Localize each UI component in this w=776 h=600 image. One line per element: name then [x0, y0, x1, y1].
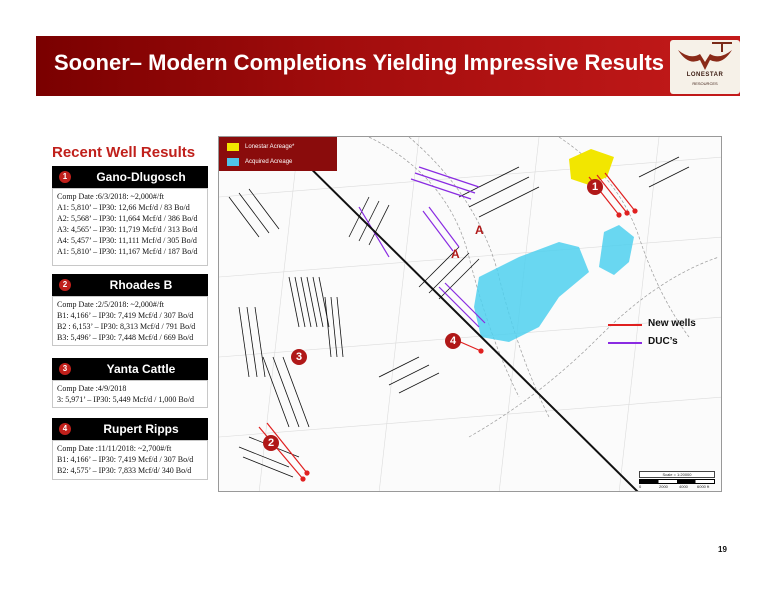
well-card-header-3 [52, 358, 208, 380]
well-card-body-4 [52, 440, 208, 480]
well-number-badge: 3 [59, 363, 71, 375]
well-result-line: Comp Date :6/3/2018: ~2,000#/ft [57, 192, 164, 201]
map-letter-a: A [475, 223, 484, 237]
page-number: 19 [718, 545, 727, 554]
well-result-line: A2: 5,568’ – IP30: 11,664 Mcf/d / 386 Bo/d [57, 214, 198, 223]
scale-label: Scale = 1:20000 [639, 471, 715, 478]
company-logo [670, 40, 740, 94]
scale-tick: 0 [639, 484, 642, 489]
well-result-line: Comp Date :4/9/2018 [57, 384, 127, 393]
well-number-badge: 2 [59, 279, 71, 291]
well-result-line: B2 : 6,153’ – IP30: 8,313 Mcf/d / 791 Bo/d [57, 322, 196, 331]
well-card-body-3 [52, 380, 208, 408]
slide-title: Sooner– Modern Completions Yielding Impressive Results [54, 50, 665, 75]
new-wells-line [608, 324, 642, 326]
legend-label-acquired: Acquired Acreage [245, 159, 293, 165]
well-result-line: B1: 4,166’ – IP30: 7,419 Mcf/d / 307 Bo/d [57, 455, 194, 464]
well-name: Yanta Cattle [106, 362, 176, 376]
well-result-line: B1: 4,166’ – IP30: 7,419 Mcf/d / 307 Bo/d [57, 311, 194, 320]
map-marker-4: 4 [445, 333, 461, 349]
logo-subtitle: RESOURCES [692, 81, 718, 86]
map-marker-3: 3 [291, 349, 307, 365]
well-card-header-1 [52, 166, 208, 188]
well-name: Rupert Ripps [103, 422, 179, 436]
map-marker-1: 1 [587, 179, 603, 195]
well-result-line: Comp Date :2/5/2018: ~2,000#/ft [57, 300, 164, 309]
ducs-label: DUC’s [648, 336, 678, 347]
well-card-header-4 [52, 418, 208, 440]
ducs-line [608, 342, 642, 344]
well-number-badge: 1 [59, 171, 71, 183]
well-result-line: B3: 5,496’ – IP30: 7,448 Mcf/d / 669 Bo/d [57, 333, 194, 342]
map-marker-2: 2 [263, 435, 279, 451]
well-name: Rhoades B [109, 278, 173, 292]
well-name: Gano-Dlugosch [96, 170, 186, 184]
well-result-line: 3: 5,971’ – IP30: 5,449 Mcf/d / 1,000 Bo/d [57, 395, 194, 404]
well-result-line: A1: 5,810’ – IP30: 12,66 Mcf/d / 83 Bo/d [57, 203, 190, 212]
well-result-line: Comp Date :11/11/2018: ~2,700#/ft [57, 444, 172, 453]
well-result-line: A4: 5,457’ – IP30: 11,111 Mcf/d / 305 Bo/d [57, 236, 197, 245]
well-card-header-2 [52, 274, 208, 296]
well-result-line: A3: 4,565’ – IP30: 11,719 Mcf/d / 313 Bo/d [57, 225, 198, 234]
well-result-line: A1: 5,810’ – IP30: 11,167 Mcf/d / 187 Bo/d [57, 247, 198, 256]
scale-tick: 6000 ft [697, 484, 710, 489]
well-card-body-1 [52, 188, 208, 266]
acreage-map [218, 136, 722, 492]
logo-name: LONESTAR [686, 72, 724, 78]
scale-tick: 4000 [679, 484, 688, 489]
well-card-body-2 [52, 296, 208, 346]
legend-swatch-acquired [227, 158, 239, 166]
title-banner [36, 36, 740, 96]
legend-swatch-lonestar [227, 143, 239, 151]
well-result-line: B2: 4,575’ – IP30: 7,833 Mcf/d/ 340 Bo/d [57, 466, 192, 475]
map-drawing [219, 137, 722, 492]
map-scale-bar [639, 471, 715, 487]
legend-label-lonestar: Lonestar Acreage* [245, 144, 295, 150]
new-wells-label: New wells [648, 318, 696, 329]
map-letter-a: A [451, 247, 460, 261]
scale-tick: 2000 [659, 484, 668, 489]
section-title: Recent Well Results [52, 144, 196, 161]
well-number-badge: 4 [59, 423, 71, 435]
longhorn-logo-icon [670, 40, 740, 72]
